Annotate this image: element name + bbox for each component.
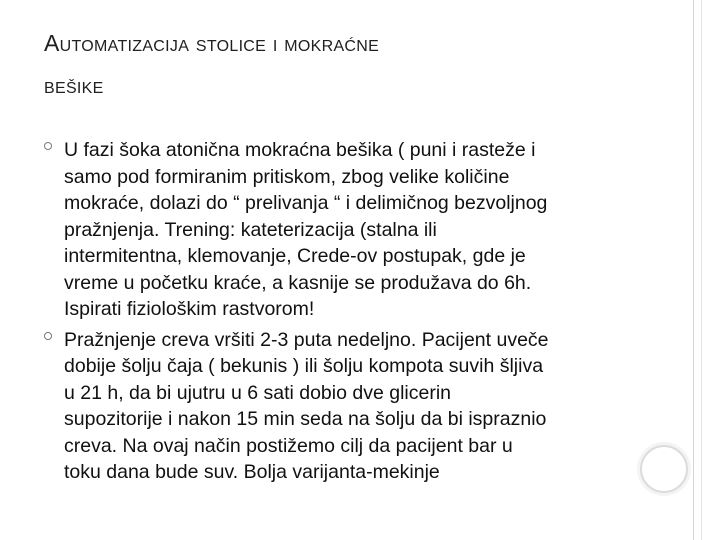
bullet-line: u 21 h, da bi ujutru u 6 sati dobio dve glicerin xyxy=(64,381,452,404)
bullet-line: U fazi šoka atonična mokraćna bešika ( puni i rasteže i xyxy=(64,139,536,161)
circle-bullet-icon xyxy=(44,142,52,150)
title-line-1: Automatizacija stolice i mokraćne xyxy=(44,30,380,56)
slide-right-border xyxy=(693,0,720,540)
bullet-line: Ispirati fiziološkim rastvorom! xyxy=(64,298,315,320)
bullet-item-1 xyxy=(44,137,604,323)
bullet-line: dobije šolju čaja ( bekunis ) ili šolju kompota suvih šljiva xyxy=(64,355,544,377)
circle-bullet-icon xyxy=(44,332,52,340)
bullet-line: intermitentna, klemovanje, Crede-ov postupak, gde je xyxy=(64,245,526,267)
bullet-line: toku dana bude suv. Bolja varijanta-mekinje xyxy=(64,461,440,483)
bullet-line: vreme u početku kraće, a kasnije se produžava do 6h. xyxy=(64,271,532,294)
bullet-line: mokraće, dolazi do “ prelivanja “ i delimičnog bezvoljnog xyxy=(64,192,548,214)
slide-title xyxy=(44,32,604,116)
bullet-line: Pražnjenje creva vršiti 2-3 puta nedeljno. Pacijent uveče xyxy=(64,328,549,351)
bullet-line: creva. Na ovaj način postižemo cilj da pacijent bar u xyxy=(64,434,513,457)
slide-content xyxy=(44,137,604,490)
bullet-line: samo pod formiranim pritiskom, zbog velike količine xyxy=(64,165,510,188)
border-line xyxy=(701,0,702,540)
bullet-line: supozitorije i nakon 15 min seda na šolju da bi ispraznio xyxy=(64,408,547,430)
decorative-circle xyxy=(640,445,688,493)
title-line-2: bešike xyxy=(44,72,104,98)
bullet-item-2 xyxy=(44,327,604,486)
bullet-line: pražnjenja. Trening: kateterizacija (stalna ili xyxy=(64,218,437,241)
